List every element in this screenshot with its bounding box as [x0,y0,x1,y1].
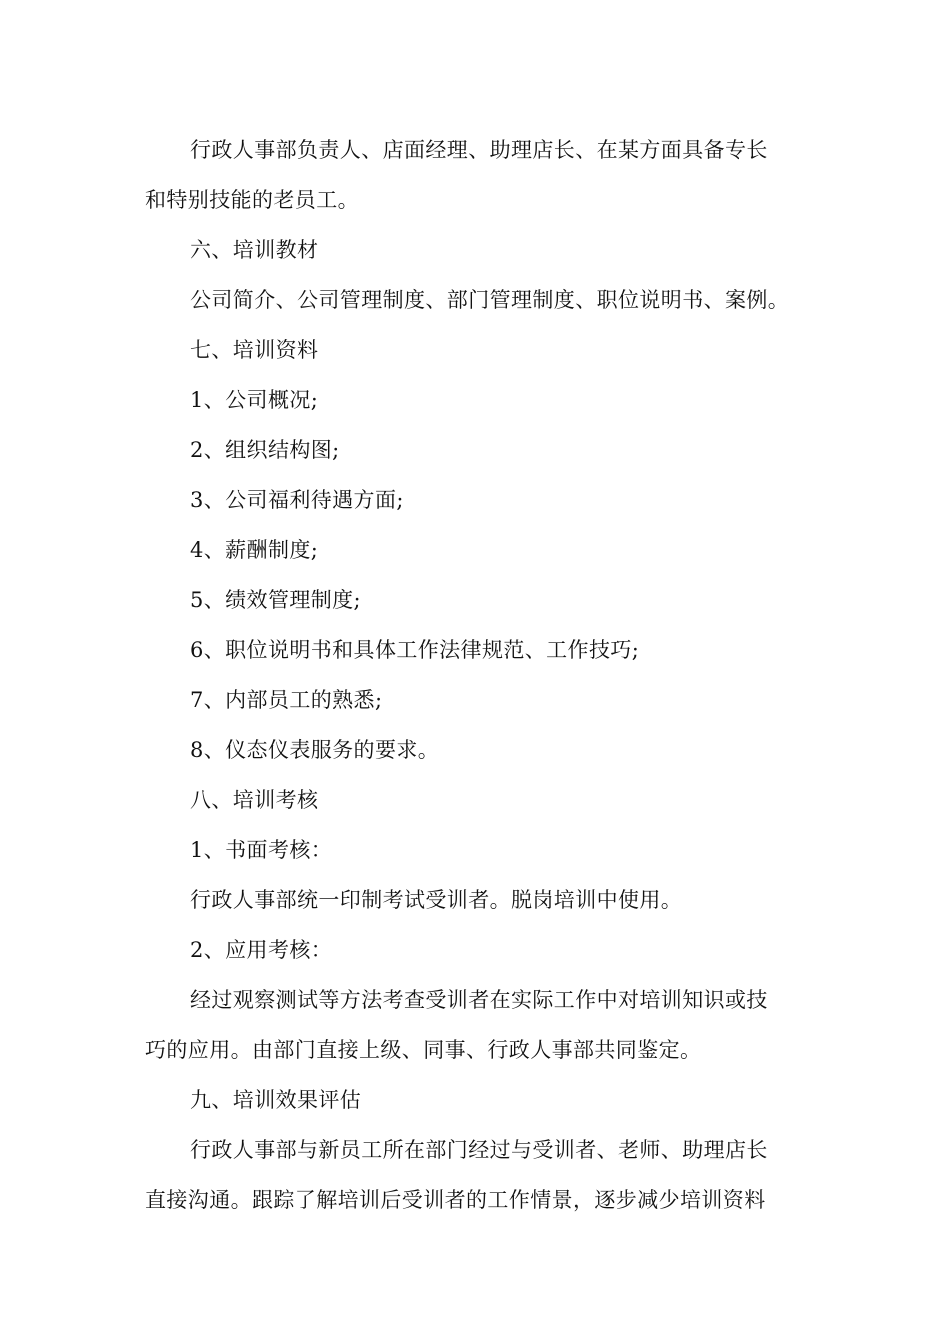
paragraph-line: 巧的应用。由部门直接上级、同事、行政人事部共同鉴定。 [145,1038,702,1062]
list-item: 1、公司概况; [190,388,319,412]
subsection-heading: 1、书面考核： [190,838,333,862]
list-item: 4、薪酬制度; [190,538,319,562]
paragraph-line: 公司简介、公司管理制度、部门管理制度、职位说明书、案例。 [190,288,790,312]
list-item: 5、绩效管理制度; [190,588,362,612]
paragraph-line: 行政人事部与新员工所在部门经过与受训者、老师、助理店长 [190,1138,768,1162]
list-item: 7、内部员工的熟悉; [190,688,383,712]
paragraph-line: 行政人事部负责人、店面经理、助理店长、在某方面具备专长 [190,138,768,162]
paragraph-line: 和特别技能的老员工。 [145,188,359,212]
section-heading: 八、培训考核 [190,788,319,812]
section-heading: 六、培训教材 [190,238,319,262]
list-item: 6、职位说明书和具体工作法律规范、工作技巧; [190,638,640,662]
list-item: 8、仪态仪表服务的要求。 [190,738,440,762]
list-item: 3、公司福利待遇方面; [190,488,404,512]
paragraph-line: 行政人事部统一印制考试受训者。脱岗培训中使用。 [190,888,683,912]
section-heading: 九、培训效果评估 [190,1088,362,1112]
subsection-heading: 2、应用考核： [190,938,333,962]
section-heading: 七、培训资料 [190,338,319,362]
list-item: 2、组织结构图; [190,438,340,462]
paragraph-line: 直接沟通。跟踪了解培训后受训者的工作情景，逐步减少培训资料 [145,1188,766,1212]
paragraph-line: 经过观察测试等方法考查受训者在实际工作中对培训知识或技 [190,988,768,1012]
